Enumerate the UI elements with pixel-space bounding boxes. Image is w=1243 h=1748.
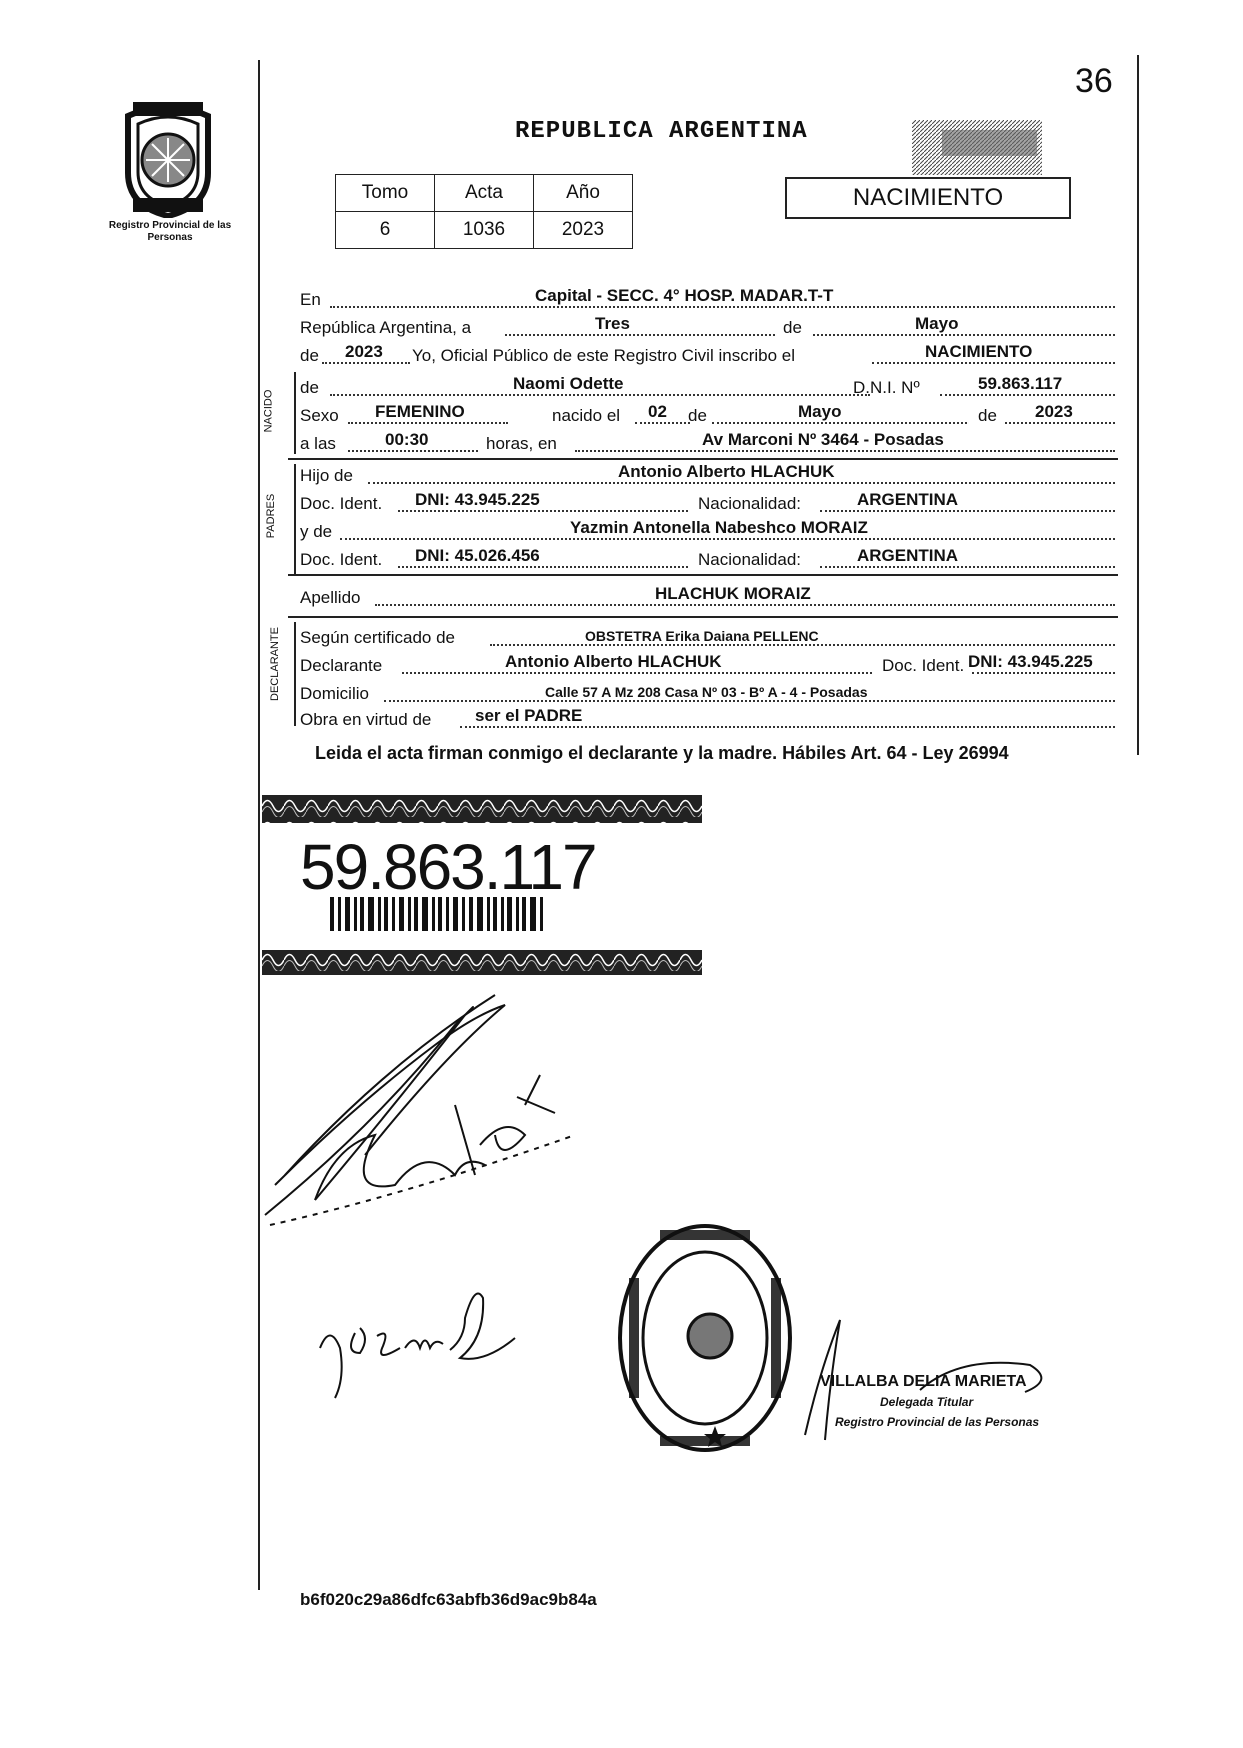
dotted-line <box>490 644 1115 646</box>
docident1-label: Doc. Ident. <box>300 494 383 513</box>
registrar-organization: Registro Provincial de las Personas <box>835 1415 1040 1429</box>
dotted-line <box>635 422 690 424</box>
acta-value: 1036 <box>435 212 534 249</box>
row-madre <box>300 518 1115 542</box>
section-divider <box>288 616 1118 618</box>
declarante-value: Antonio Alberto HLACHUK <box>505 652 722 671</box>
nac2-label: Nacionalidad: <box>698 550 802 569</box>
dotted-line <box>1005 422 1115 424</box>
de3-label: de <box>300 378 319 397</box>
en-label: En <box>300 290 321 309</box>
lugar-value: Av Marconi Nº 3464 - Posadas <box>702 430 944 449</box>
row-fecha-acta <box>300 314 1115 338</box>
registry-logo <box>108 98 228 218</box>
tomo-header: Tomo <box>336 175 435 212</box>
en-value: Capital - SECC. 4° HOSP. MADAR.T-T <box>535 286 834 305</box>
dotted-line <box>348 422 508 424</box>
padre-nac-value: ARGENTINA <box>857 490 959 509</box>
dotted-line <box>872 362 1115 364</box>
logo-caption: Registro Provincial de las Personas <box>108 220 232 243</box>
de5-label: de <box>978 406 997 425</box>
document-hash: b6f020c29a86dfc63abfb36d9ac9b84a <box>300 1590 597 1609</box>
mes-value: Mayo <box>915 314 959 333</box>
page-number: 36 <box>1075 62 1113 100</box>
tomo-value: 6 <box>336 212 435 249</box>
declarante-label: Declarante <box>300 656 383 675</box>
certificado-value: OBSTETRA Erika Daiana PELLENC <box>585 628 819 644</box>
row-padre <box>300 462 1115 486</box>
registrar-title: Delegada Titular <box>880 1395 974 1409</box>
row-sexo <box>300 402 1115 426</box>
row-domicilio <box>300 680 1115 704</box>
dotted-line <box>402 672 872 674</box>
obra-label: Obra en virtud de <box>300 710 432 729</box>
row-obra <box>300 706 1115 730</box>
declarante-signature <box>255 985 595 1235</box>
left-margin-rule <box>258 60 260 1590</box>
padre-dni-value: DNI: 43.945.225 <box>415 490 540 509</box>
hora-value: 00:30 <box>385 430 429 449</box>
document-title: REPUBLICA ARGENTINA <box>515 118 808 145</box>
nacido-label: nacido el <box>552 406 621 425</box>
anio-header: Año <box>534 175 633 212</box>
domicilio-value: Calle 57 A Mz 208 Casa Nº 03 - Bº A - 4 - Posadas <box>545 684 868 700</box>
row-hora <box>300 430 1115 454</box>
apellido-value: HLACHUK MORAIZ <box>655 584 811 603</box>
barcode-number: 59.863.117 <box>300 831 596 903</box>
madre-dni-value: DNI: 45.026.456 <box>415 546 540 565</box>
dotted-line <box>384 700 1115 702</box>
inscribo-label: Yo, Oficial Público de este Registro Civil inscribo el <box>412 346 795 365</box>
nac-mes-value: Mayo <box>798 402 842 421</box>
section-divider <box>288 574 1118 576</box>
padres-side-label: PADRES <box>265 493 278 539</box>
declarante-dni-value: DNI: 43.945.225 <box>968 652 1093 671</box>
dotted-line <box>375 604 1115 606</box>
nac-anio-value: 2023 <box>1035 402 1073 421</box>
dotted-line <box>348 450 478 452</box>
dni-label: D.N.I. Nº <box>853 378 920 397</box>
dotted-line <box>972 672 1115 674</box>
certificado-label: Según certificado de <box>300 628 455 647</box>
madre-nac-value: ARGENTINA <box>857 546 959 565</box>
horas-label: horas, en <box>486 434 557 453</box>
row-declarante <box>300 652 1115 676</box>
hijo-label: Hijo de <box>300 466 353 485</box>
padre-value: Antonio Alberto HLACHUK <box>618 462 835 481</box>
nombre-value: Naomi Odette <box>513 374 624 393</box>
domicilio-label: Domicilio <box>300 684 369 703</box>
dotted-line <box>813 334 1115 336</box>
registrar-name: VILLALBA DELIA MARIETA <box>820 1373 1027 1390</box>
dotted-line <box>368 482 1115 484</box>
dotted-line <box>460 726 1115 728</box>
dni-value: 59.863.117 <box>978 374 1063 393</box>
dotted-line <box>820 566 1115 568</box>
padres-bracket <box>294 464 296 574</box>
dotted-line <box>940 394 1115 396</box>
closing-statement: Leida el acta firman conmigo el declarante y la madre. Hábiles Art. 64 - Ley 26994 <box>315 743 1009 763</box>
dotted-line <box>330 306 1115 308</box>
declarante-side-label: DECLARANTE <box>268 627 281 701</box>
record-type-box: NACIMIENTO <box>785 177 1071 219</box>
acta-header: Acta <box>435 175 534 212</box>
security-seal <box>912 120 1042 175</box>
record-table <box>335 174 633 249</box>
inscribo-value: NACIMIENTO <box>925 342 1033 361</box>
row-nombre <box>300 374 1115 398</box>
dotted-line <box>505 334 775 336</box>
yde-label: y de <box>300 522 333 541</box>
anio-acta-value: 2023 <box>345 342 383 361</box>
nacido-side-label: NACIDO <box>262 389 275 433</box>
madre-signature <box>315 1278 525 1408</box>
dia-value: Tres <box>595 314 630 333</box>
docident3-label: Doc. Ident. <box>882 656 965 675</box>
madre-value: Yazmin Antonella Nabeshco MORAIZ <box>570 518 868 537</box>
nac-dia-value: 02 <box>648 402 667 421</box>
sexo-value: FEMENINO <box>375 402 465 421</box>
de1-label: de <box>783 318 802 337</box>
de2-label: de <box>300 346 319 365</box>
row-padre-doc <box>300 490 1115 514</box>
row-inscribo <box>300 342 1115 366</box>
nacido-bracket <box>294 372 296 454</box>
anio-value: 2023 <box>534 212 633 249</box>
dotted-line <box>575 450 1115 452</box>
dotted-line <box>398 510 688 512</box>
dotted-line <box>712 422 967 424</box>
docident2-label: Doc. Ident. <box>300 550 383 569</box>
declarante-bracket <box>294 622 296 726</box>
obra-value: ser el PADRE <box>475 706 583 725</box>
section-divider <box>288 458 1118 460</box>
official-stamp <box>615 1218 795 1458</box>
dotted-line <box>398 566 688 568</box>
dotted-line <box>322 362 410 364</box>
row-madre-doc <box>300 546 1115 570</box>
row-apellido <box>300 584 1115 608</box>
apellido-label: Apellido <box>300 588 361 607</box>
alas-label: a las <box>300 434 336 453</box>
dotted-line <box>340 538 1115 540</box>
republica-label: República Argentina, a <box>300 318 472 337</box>
right-margin-rule <box>1137 55 1139 755</box>
de4-label: de <box>688 406 707 425</box>
row-certificado <box>300 624 1115 648</box>
nac1-label: Nacionalidad: <box>698 494 802 513</box>
sexo-label: Sexo <box>300 406 339 425</box>
row-en <box>300 286 1115 310</box>
dotted-line <box>330 394 870 396</box>
dotted-line <box>820 510 1115 512</box>
